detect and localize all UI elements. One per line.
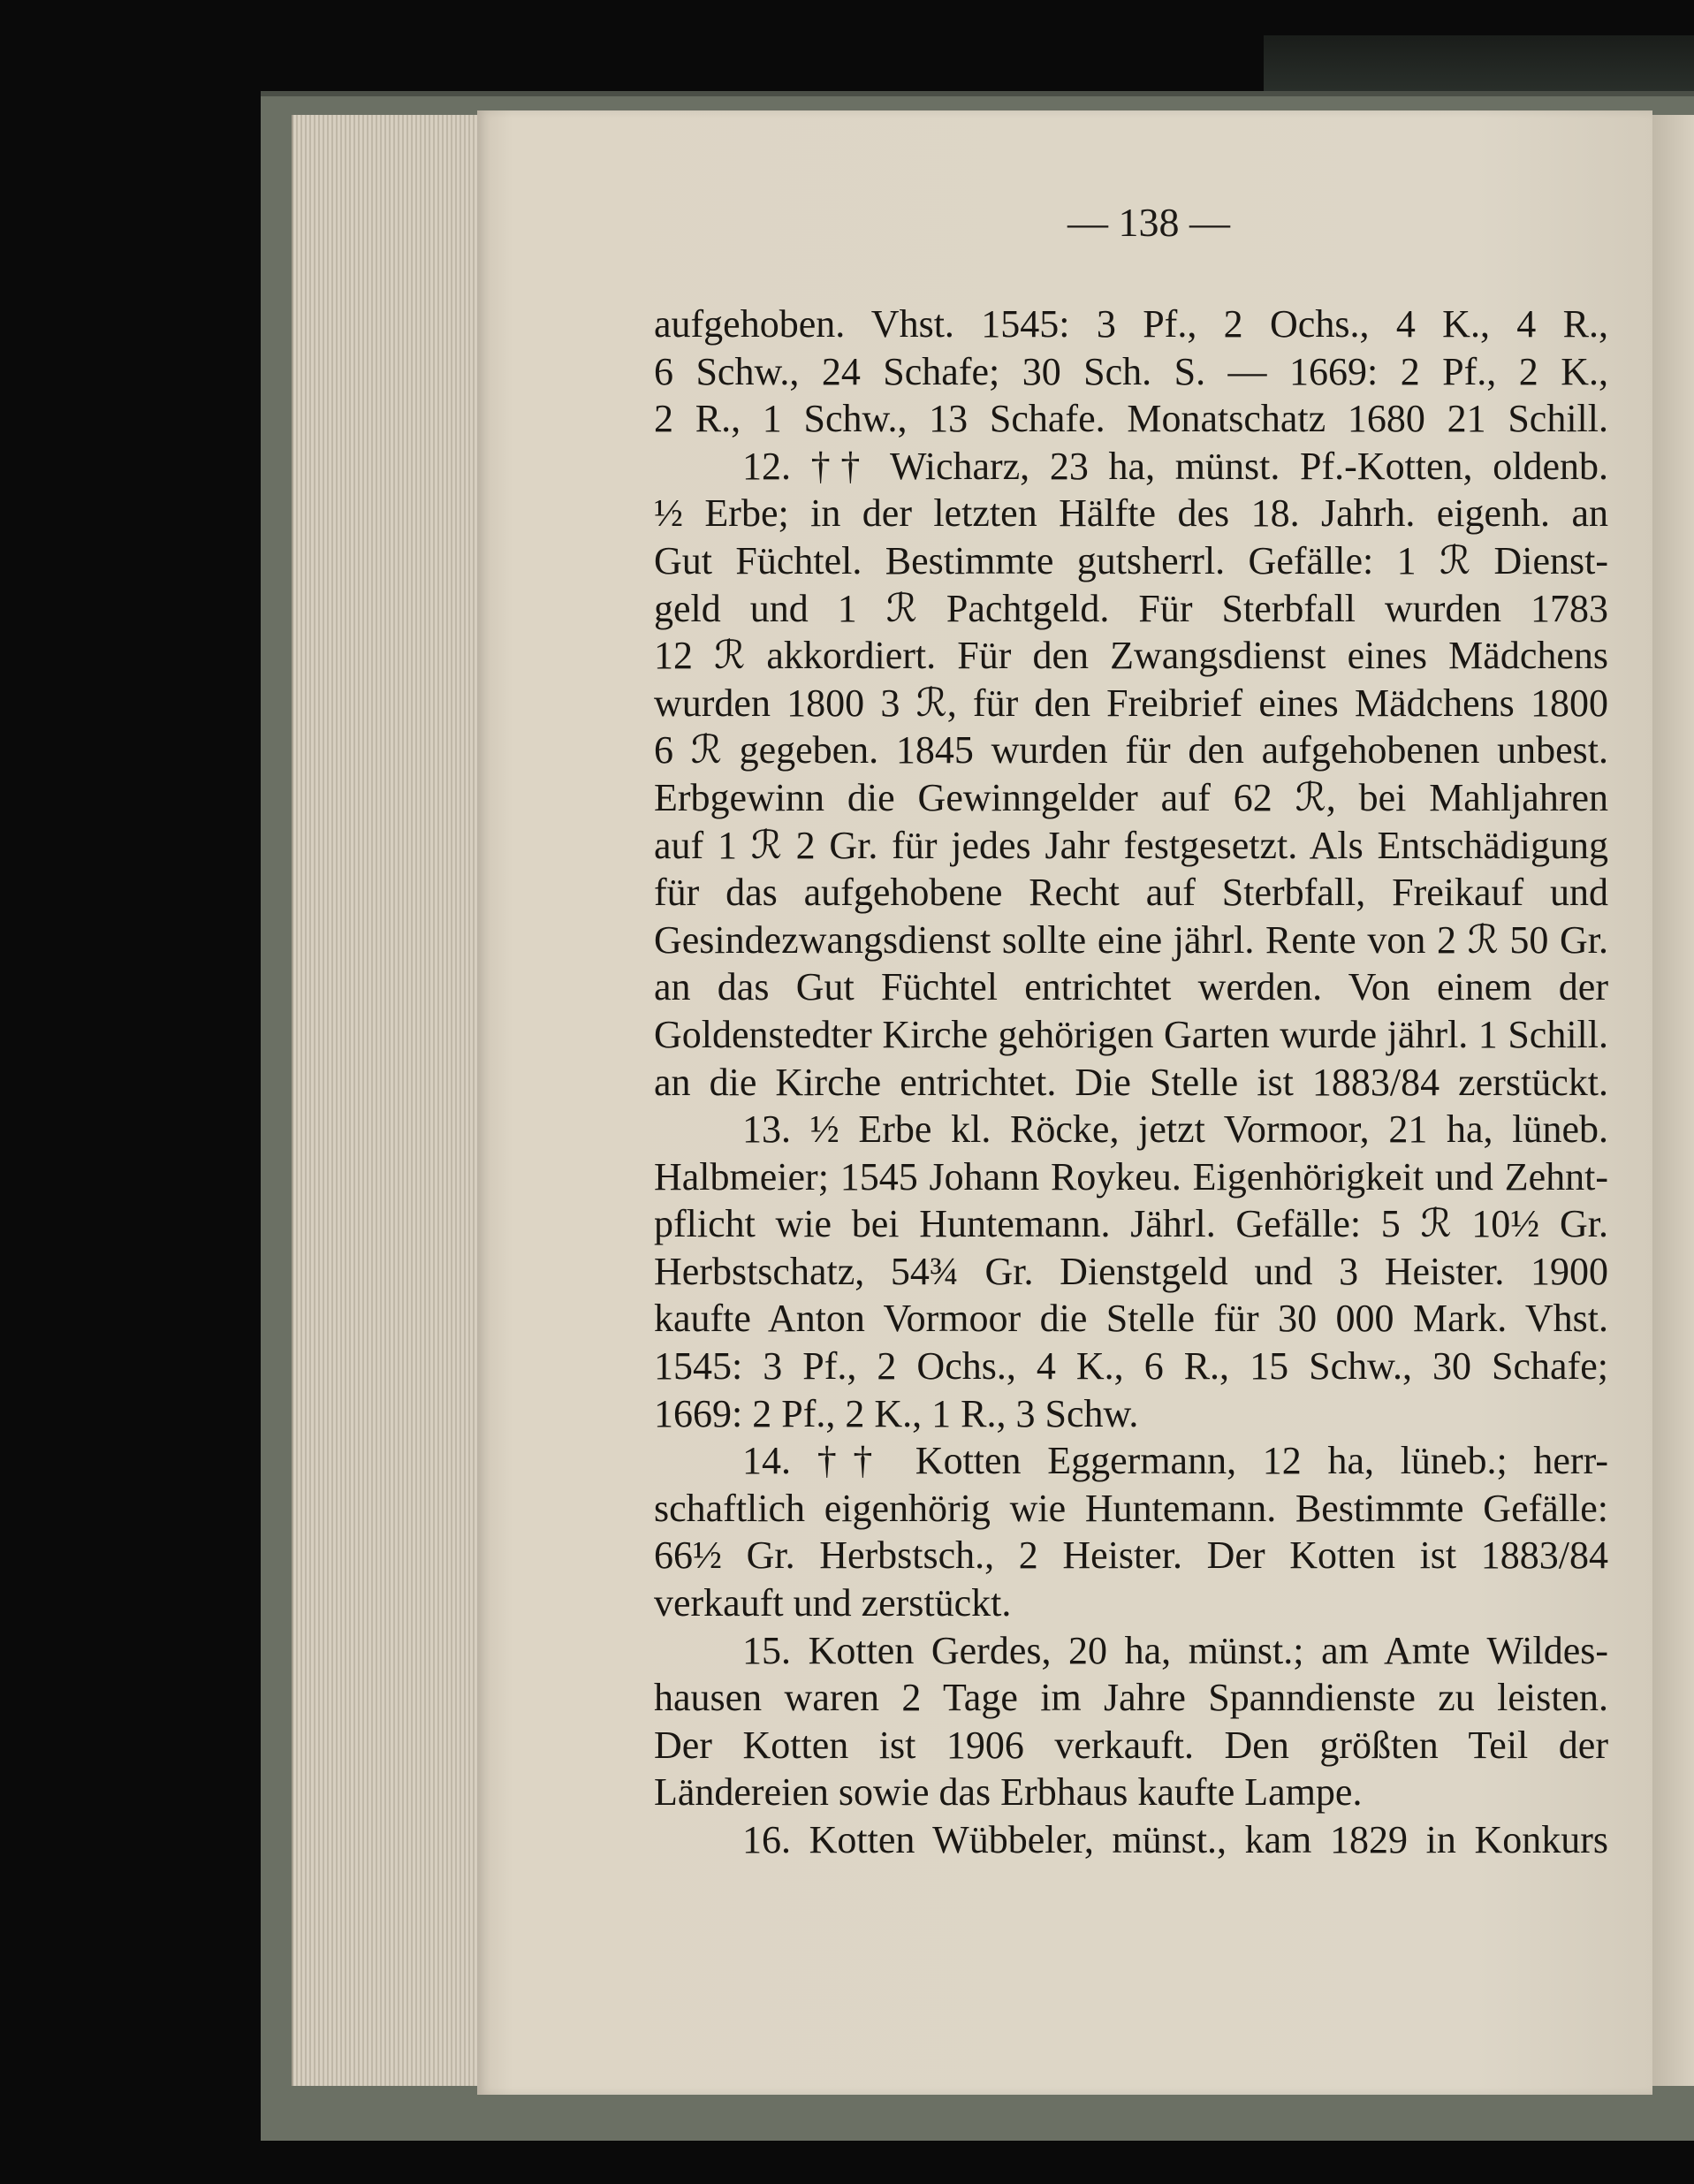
text-line: hausen waren 2 Tage im Jahre Spanndienste zu leisten. [654, 1676, 1608, 1720]
text-line: 12. †† Wicharz, 23 ha, münst. Pf.-Kotten, oldenb. [742, 444, 1608, 488]
text-line: 1669: 2 Pf., 2 K., 1 R., 3 Schw. [654, 1391, 1139, 1435]
text-line: Der Kotten ist 1906 verkauft. Den größten Teil der [654, 1723, 1608, 1767]
page-block-edges [292, 115, 497, 2086]
text-line: Halbmeier; 1545 Johann Roykeu. Eigenhörigkeit und Zehnt- [654, 1154, 1608, 1199]
text-line: 1545: 3 Pf., 2 Ochs., 4 K., 6 R., 15 Schw., 30 Schafe; [654, 1344, 1608, 1389]
text-line: 13. ½ Erbe kl. Röcke, jetzt Vormoor, 21 ha, lüneb. [742, 1107, 1608, 1152]
text-line: wurden 1800 3 ℛ, für den Freibrief eines Mädchens 1800 [654, 681, 1608, 725]
text-line: Erbgewinn die Gewinngelder auf 62 ℛ, bei Mahljahren [654, 775, 1608, 819]
text-line: ½ Erbe; in der letzten Hälfte des 18. Jahrh. eigenh. an [654, 491, 1608, 536]
text-line: verkauft und zerstückt. [654, 1581, 1012, 1625]
text-line: kaufte Anton Vormoor die Stelle für 30 000 Mark. Vhst. [654, 1297, 1608, 1341]
body-text [654, 301, 1608, 1864]
text-line: für das aufgehobene Recht auf Sterbfall, Freikauf und [654, 871, 1608, 915]
text-line: schaftlich eigenhörig wie Huntemann. Bestimmte Gefälle: [654, 1486, 1608, 1530]
text-line: 14. †† Kotten Eggermann, 12 ha, lüneb.; herr- [742, 1439, 1608, 1483]
text-line: Herbstschatz, 54¾ Gr. Dienstgeld und 3 Heister. 1900 [654, 1249, 1608, 1293]
text-line: 12 ℛ akkordiert. Für den Zwangsdienst eines Mädchens [654, 634, 1608, 678]
text-line: 6 ℛ gegeben. 1845 wurden für den aufgehobenen unbest. [654, 728, 1608, 772]
text-line: Gut Füchtel. Bestimmte gutsherrl. Gefälle: 1 ℛ Dienst- [654, 538, 1608, 582]
text-line: pflicht wie bei Huntemann. Jährl. Gefälle: 5 ℛ 10½ Gr. [654, 1202, 1608, 1246]
text-line: 6 Schw., 24 Schafe; 30 Sch. S. — 1669: 2 Pf., 2 K., [654, 349, 1608, 393]
text-line: 15. Kotten Gerdes, 20 ha, münst.; am Amte Wildes- [742, 1628, 1608, 1672]
text-line: 16. Kotten Wübbeler, münst., kam 1829 in Konkurs [742, 1818, 1608, 1861]
text-line: geld und 1 ℛ Pachtgeld. Für Sterbfall wurden 1783 [654, 586, 1608, 630]
text-line: aufgehoben. Vhst. 1545: 3 Pf., 2 Ochs., 4 K., 4 R., [654, 302, 1608, 346]
text-line: Gesindezwangsdienst sollte eine jährl. Rente von 2 ℛ 50 Gr. [654, 917, 1608, 962]
text-line: an das Gut Füchtel entrichtet werden. Von einem der [654, 965, 1608, 1009]
text-line: an die Kirche entrichtet. Die Stelle ist 1883/84 zerstückt. [654, 1060, 1608, 1104]
text-line: 66½ Gr. Herbstsch., 2 Heister. Der Kotten ist 1883/84 [654, 1533, 1608, 1578]
text-line: Goldenstedter Kirche gehörigen Garten wurde jährl. 1 Schill. [654, 1012, 1608, 1056]
text-line: Ländereien sowie das Erbhaus kaufte Lampe. [654, 1770, 1363, 1815]
text-line: 2 R., 1 Schw., 13 Schafe. Monatschatz 1680 21 Schill. [654, 397, 1608, 441]
text-line: auf 1 ℛ 2 Gr. für jedes Jahr festgesetzt. Als Entschädigung [654, 823, 1608, 867]
page-number: — 138 — [1067, 200, 1230, 245]
